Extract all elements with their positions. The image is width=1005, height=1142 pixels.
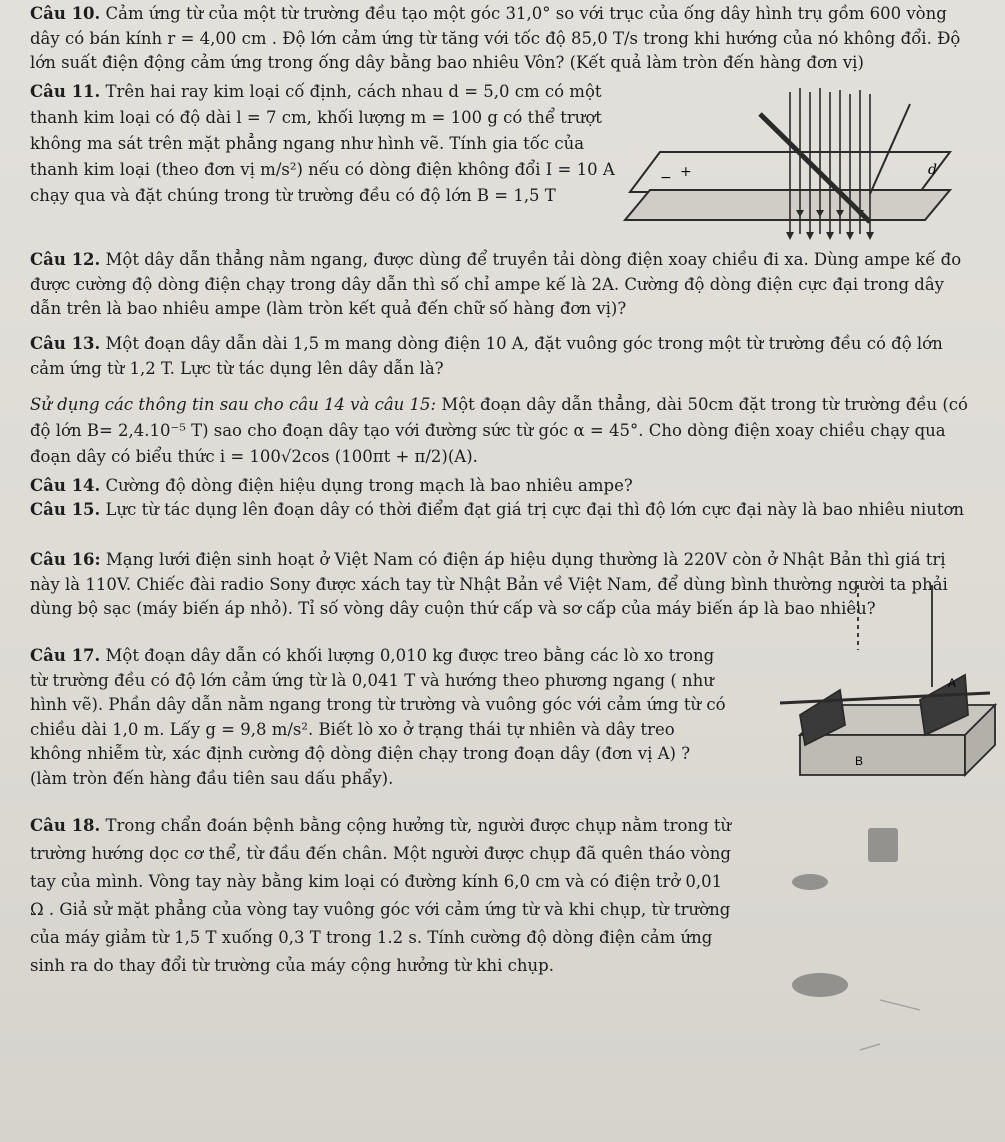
question-15-label: Câu 15. — [30, 500, 101, 519]
question-13-label: Câu 13. — [30, 334, 101, 353]
rail-bar-figure — [620, 84, 970, 254]
question-17-label: Câu 17. — [30, 646, 101, 665]
question-16-label: Câu 16: — [30, 550, 101, 569]
shared-text: Một đoạn dây dẫn thẳng, dài 50cm đặt trong từ trường đều (có độ lớn B= 2,4.10⁻⁵ T) sao cho đoạn dây tạo với đường sức từ góc α = 45°. Cho dòng điện xoay chiều chạy qua đoạn dây có biểu thức i = 100√2cos (100πt + π/2)(A). — [30, 395, 968, 466]
question-15 — [30, 498, 975, 523]
question-13-text: Một đoạn dây dẫn dài 1,5 m mang dòng điện 10 A, đặt vuông góc trong một từ trường đều có độ lớn cảm ứng từ 1,2 T. Lực từ tác dụng lên dây dẫn là? — [30, 334, 943, 378]
question-11-text: Trên hai ray kim loại cố định, cách nhau d = 5,0 cm có một thanh kim loại có độ dài l = 7 cm, khối lượng m = 100 g có thể trượt không ma sát trên mặt phẳng ngang như hình vẽ. Tính gia tốc của thanh kim loại (theo đơn vị m/s²) nếu có dòng điện không đổi I = 10 A chạy qua và đặt chúng trong từ trường đều có độ lớn B = 1,5 T — [30, 82, 615, 205]
question-18-text: Trong chẩn đoán bệnh bằng cộng hưởng từ, người được chụp nằm trong từ trường hướng dọc cơ thể, từ đầu đến chân. Một người được chụp đã quên tháo vòng tay của mình. Vòng tay này bằng kim loại có đường kính 6,0 cm và có điện trở 0,01 Ω . Giả sử mặt phẳng của vòng tay vuông góc với cảm ứng từ và khi chụp, từ trường của máy giảm từ 1,5 T xuống 0,3 T trong 1.2 s. Tính cường độ dòng điện cảm ứng sinh ra do thay đổi từ trường của máy cộng hưởng từ khi chụp. — [30, 816, 732, 975]
question-10-label: Câu 10. — [30, 4, 101, 23]
question-11-label: Câu 11. — [30, 82, 101, 101]
question-14 — [30, 474, 975, 499]
shared-info — [30, 392, 975, 470]
question-14-label: Câu 14. — [30, 476, 101, 495]
question-10 — [30, 2, 975, 76]
d-label: d — [928, 162, 937, 178]
question-12-text: Một dây dẫn thẳng nằm ngang, được dùng để truyền tải dòng điện xoay chiều đi xa. Dùng ampe kế đo được cường độ dòng điện chạy trong dây dẫn thì số chỉ ampe kế là 2A. Cường độ dòng điện cực đại trong dây dẫn trên là bao nhiêu ampe (làm tròn kết quả đến chữ số hàng đơn vị)? — [30, 250, 962, 319]
question-14-text: Cường độ dòng điện hiệu dụng trong mạch là bao nhiêu ampe? — [105, 476, 633, 495]
question-17 — [30, 644, 730, 792]
question-18-label: Câu 18. — [30, 816, 101, 835]
question-17-text: Một đoạn dây dẫn có khối lượng 0,010 kg được treo bằng các lò xo trong từ trường đều có độ lớn cảm ứng từ là 0,041 T và hướng theo phương ngang ( như hình vẽ). Phần dây dẫn nằm ngang trong từ trường và vuông góc với cảm ứng từ có chiều dài 1,0 m. Lấy g = 9,8 m/s². Biết lò xo ở trạng thái tự nhiên và dây treo không nhiễm từ, xác định cường độ dòng điện chạy trong đoạn dây (đơn vị A) ? (làm tròn đến hàng đầu tiên sau dấu phẩy). — [30, 646, 726, 788]
plus-sign: + — [680, 164, 692, 180]
question-18 — [30, 812, 740, 980]
question-12 — [30, 248, 975, 322]
shared-intro: Sử dụng các thông tin sau cho câu 14 và câu 15: — [30, 395, 437, 414]
question-16-text: Mạng lưới điện sinh hoạt ở Việt Nam có điện áp hiệu dụng thường là 220V còn ở Nhật Bản thì giá trị này là 110V. Chiếc đài radio Sony được xách tay từ Nhật Bản về Việt Nam, để dùng bình thường người ta phải dùng bộ sạc (máy biến áp nhỏ). Tỉ số vòng dây cuộn thứ cấp và sơ cấp của máy biến áp là bao nhiêu? — [30, 550, 948, 619]
bleed-through-marks — [760, 820, 1000, 1060]
question-12-label: Câu 12. — [30, 250, 101, 269]
magnet-wire-figure — [760, 575, 1000, 800]
question-15-text: Lực từ tác dụng lên đoạn dây có thời điểm đạt giá trị cực đại thì độ lớn cực đại này là bao nhiêu niutơn — [105, 500, 965, 519]
pole-a-label: A — [948, 676, 957, 690]
question-13 — [30, 332, 975, 381]
minus-sign: − — [660, 170, 672, 186]
pole-b-label: B — [855, 754, 864, 768]
question-10-text: Cảm ứng từ của một từ trường đều tạo một góc 31,0° so với trục của ống dây hình trụ gồm 600 vòng dây có bán kính r = 4,00 cm . Độ lớn cảm ứng từ tăng với tốc độ 85,0 T/s trong khi hướng của nó không đổi. Độ lớn suất điện động cảm ứng trong ống dây bằng bao nhiêu Vôn? (Kết quả làm tròn đến hàng đơn vị) — [30, 4, 961, 73]
question-11 — [30, 79, 620, 209]
